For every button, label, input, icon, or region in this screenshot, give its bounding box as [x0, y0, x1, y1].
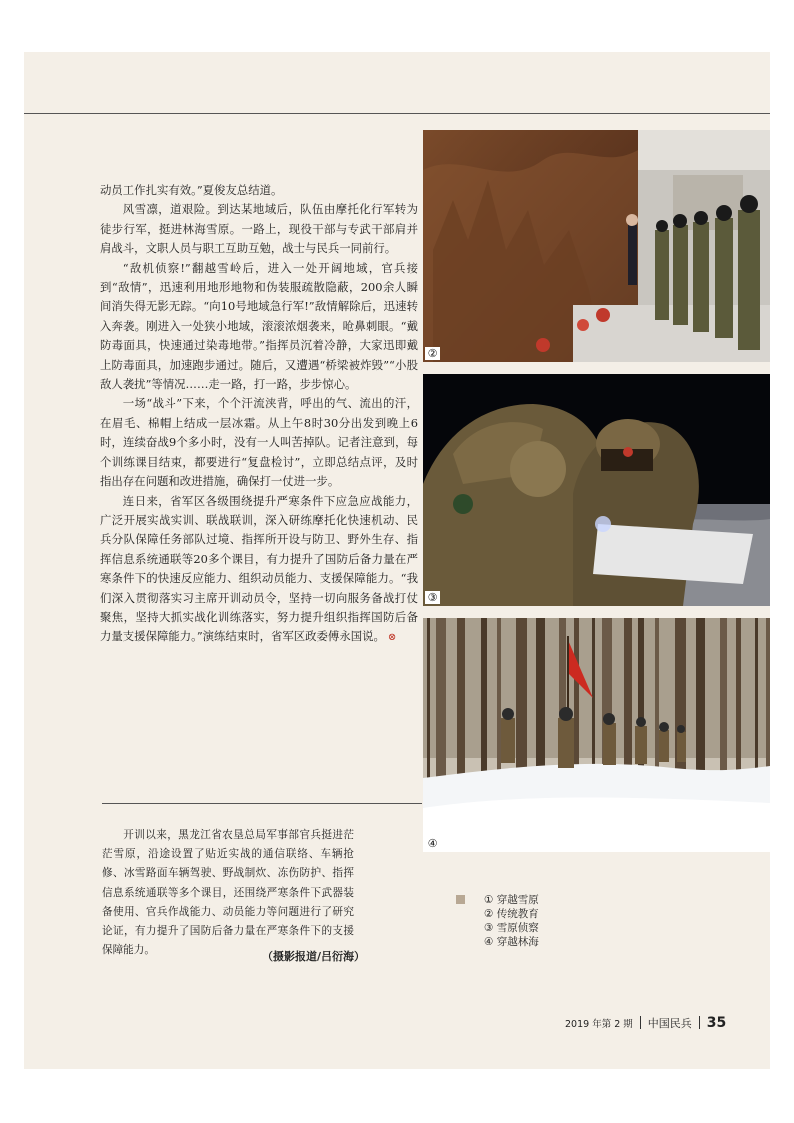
article-body: [100, 181, 418, 648]
paragraph-4: 一场“战斗”下来，个个汗流浃背，呼出的气、流出的汗，在眉毛、棉帽上结成一层冰霜。从上午8时30分出发到晚上6时，连续奋战9个多小时，没有一人叫苦掉队。记者注意到，每个训练课目结束，都要进行“复盘检讨”，立即总结点评，及时指出存在问题和改进措施，确保打一仗进一步。: [100, 396, 418, 489]
paragraph-2: 风雪凛，道艰险。到达某地域后，队伍由摩托化行军转为徒步行军，挺进林海雪原。一路上，现役干部与专武干部肩并肩战斗，文职人员与职工互助互勉，战士与民兵一同前行。: [100, 202, 418, 256]
photo-4-image: [423, 618, 770, 852]
section-divider: [102, 803, 422, 804]
caption-list: [456, 893, 539, 949]
paragraph-3: “敌机侦察!”翻越雪岭后，进入一处开阔地域，官兵接到“敌情”，迅速利用地形地物和伪装服疏散隐蔽，200余人瞬间消失得无影无踪。“向10号地域急行军!”敌情解除后，迅速转入奔袭。刚进入一处狭小地域，滚滚浓烟袭来，呛鼻刺眼。“戴防毒面具，快速通过染毒地带。”指挥员沉着冷静，大家迅即戴上防毒面具，加速跑步通过。随后，又遭遇“桥梁被炸毁”“小股敌人袭扰”等情况……走一路，打一路，步步惊心。: [100, 260, 418, 392]
end-mark-icon: ⊗: [387, 632, 397, 644]
summary-text: 开训以来，黑龙江省农垦总局军事部官兵挺进茫茫雪原，沿途设置了贴近实战的通信联络、车辆抢修、冰雪路面车辆驾驶、野战制炊、冻伤防护、指挥信息系统通联等多个课目，还围绕严寒条件下武器装备使用、官兵作战能力、动员能力等问题进行了研究论证，有力提升了国防后备力量在严寒条件下的支援保障能力。: [102, 829, 354, 957]
page-footer: [565, 1012, 726, 1031]
paragraph-5: [100, 492, 418, 648]
photo-traditional-education: [423, 130, 770, 362]
photo-2-image: [423, 130, 770, 362]
caption-marker-icon: [456, 895, 465, 904]
photo-number-3: ③: [425, 591, 440, 604]
photo-number-4: ④: [425, 837, 440, 850]
photo-captions: [456, 893, 539, 949]
issue-label: 2019 年第 2 期: [565, 1019, 633, 1030]
top-rule: [24, 113, 770, 114]
footer-divider: [640, 1016, 641, 1029]
magazine-name: 中国民兵: [647, 1017, 692, 1030]
byline: （摄影报道/吕衍海）: [262, 950, 366, 963]
page-number: 35: [706, 1015, 727, 1031]
caption-3: ③ 雪原侦察: [484, 922, 539, 934]
caption-2: ② 传统教育: [484, 908, 539, 920]
paragraph-5-text: 连日来，省军区各级围绕提升严寒条件下应急应战能力，广泛开展实战实训、联战联训，深入研练摩托化快速机动、民兵分队保障任务部队过境、指挥所开设与防卫、野外生存、指挥信息系统通联等20多个课目，有力提升了国防后备力量在严寒条件下的快速反应能力、组织动员能力、支援保障能力。“我们深入贯彻落实习主席开训动员令，坚持一切向服务备战打仗聚焦，坚持大抓实战化训练落实，努力提升组织指挥国防后备力量支援保障能力。”演练结束时，省军区政委傅永国说。: [100, 493, 418, 644]
caption-1: ① 穿越雪原: [484, 894, 539, 906]
paragraph-1: 动员工作扎实有效。”夏俊友总结道。: [100, 183, 283, 197]
photo-crossing-forest: [423, 618, 770, 852]
caption-4: ④ 穿越林海: [484, 936, 539, 948]
photo-report-summary: [102, 826, 354, 960]
photo-3-image: [423, 374, 770, 606]
photo-snowfield-reconnaissance: [423, 374, 770, 606]
footer-divider: [699, 1016, 700, 1029]
photo-number-2: ②: [425, 347, 440, 360]
